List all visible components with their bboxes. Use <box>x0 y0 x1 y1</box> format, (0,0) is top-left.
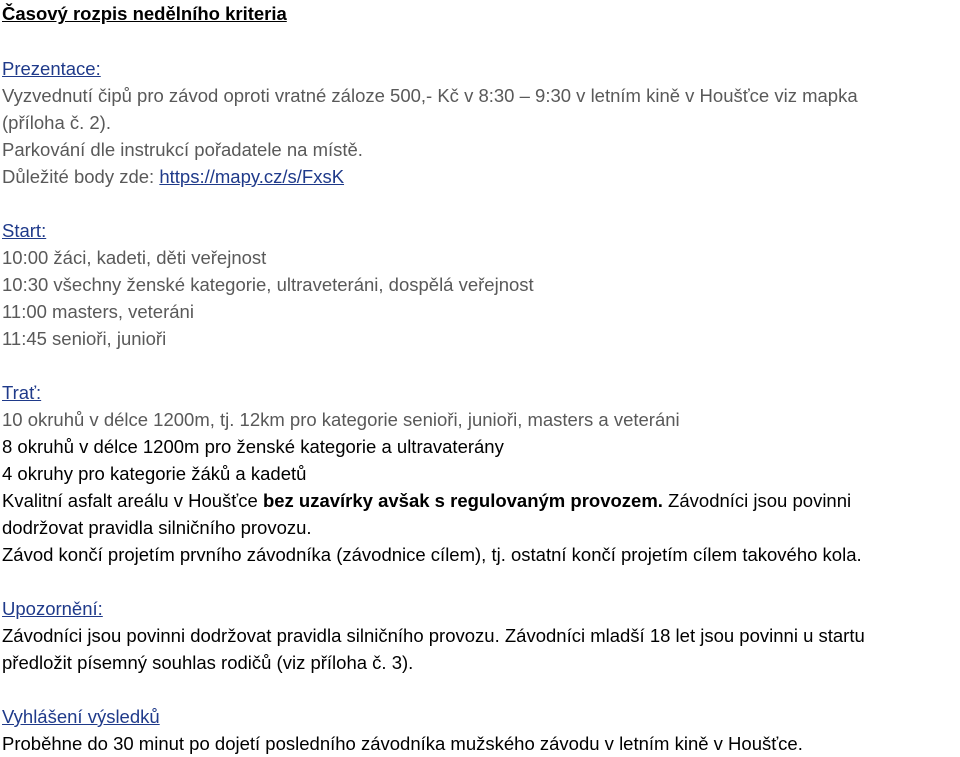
presentation-line-2: (příloha č. 2). <box>2 112 111 133</box>
presentation-line-3: Parkování dle instrukcí pořadatele na místě. <box>2 139 363 160</box>
section-heading-results: Vyhlášení výsledků <box>2 706 160 727</box>
results-line-1: Proběhne do 30 minut po dojetí posledního závodníka mužského závodu v letním kině v Houšťce. <box>2 733 803 754</box>
section-heading-course: Trať: <box>2 382 42 403</box>
presentation-line-1: Vyzvednutí čipů pro závod oproti vratné záloze 500,- Kč v 8:30 – 9:30 v letním kině v Houšťce viz mapka <box>2 85 858 106</box>
section-heading-presentation: Prezentace: <box>2 58 101 79</box>
presentation-line-4 <box>2 166 344 188</box>
warning-line-1: Závodníci jsou povinni dodržovat pravidla silničního provozu. Závodníci mladší 18 let jsou povinni u startu <box>2 625 865 646</box>
course-line-2: 8 okruhů v délce 1200m pro ženské kategorie a ultravaterány <box>2 436 504 457</box>
start-item: 10:00 žáci, kadeti, děti veřejnost <box>2 247 267 268</box>
course-line-4-prefix: Kvalitní asfalt areálu v Houšťce <box>2 490 263 511</box>
course-line-4 <box>2 490 851 512</box>
course-line-5: dodržovat pravidla silničního provozu. <box>2 517 312 538</box>
course-line-4-bold: bez uzavírky avšak s regulovaným provozem. <box>262 490 663 511</box>
page-title: Časový rozpis nedělního kriteria <box>2 3 287 24</box>
warning-line-2: předložit písemný souhlas rodičů (viz příloha č. 3). <box>2 652 414 673</box>
course-line-6: Závod končí projetím prvního závodníka (závodnice cílem), tj. ostatní končí projetím cílem takového kola. <box>2 544 862 565</box>
start-item: 10:30 všechny ženské kategorie, ultraveteráni, dospělá veřejnost <box>2 274 534 295</box>
important-points-label: Důležité body zde: <box>2 166 160 187</box>
course-line-4-suffix: Závodníci jsou povinni <box>662 490 852 511</box>
start-item: 11:45 senioři, junioři <box>2 328 167 349</box>
course-line-3: 4 okruhy pro kategorie žáků a kadetů <box>2 463 307 484</box>
course-line-1: 10 okruhů v délce 1200m, tj. 12km pro kategorie senioři, junioři, masters a veteráni <box>2 409 680 430</box>
map-link[interactable]: https://mapy.cz/s/FxsK <box>159 166 345 187</box>
section-heading-warning: Upozornění: <box>2 598 103 619</box>
section-heading-start: Start: <box>2 220 47 241</box>
start-item: 11:00 masters, veteráni <box>2 301 194 322</box>
